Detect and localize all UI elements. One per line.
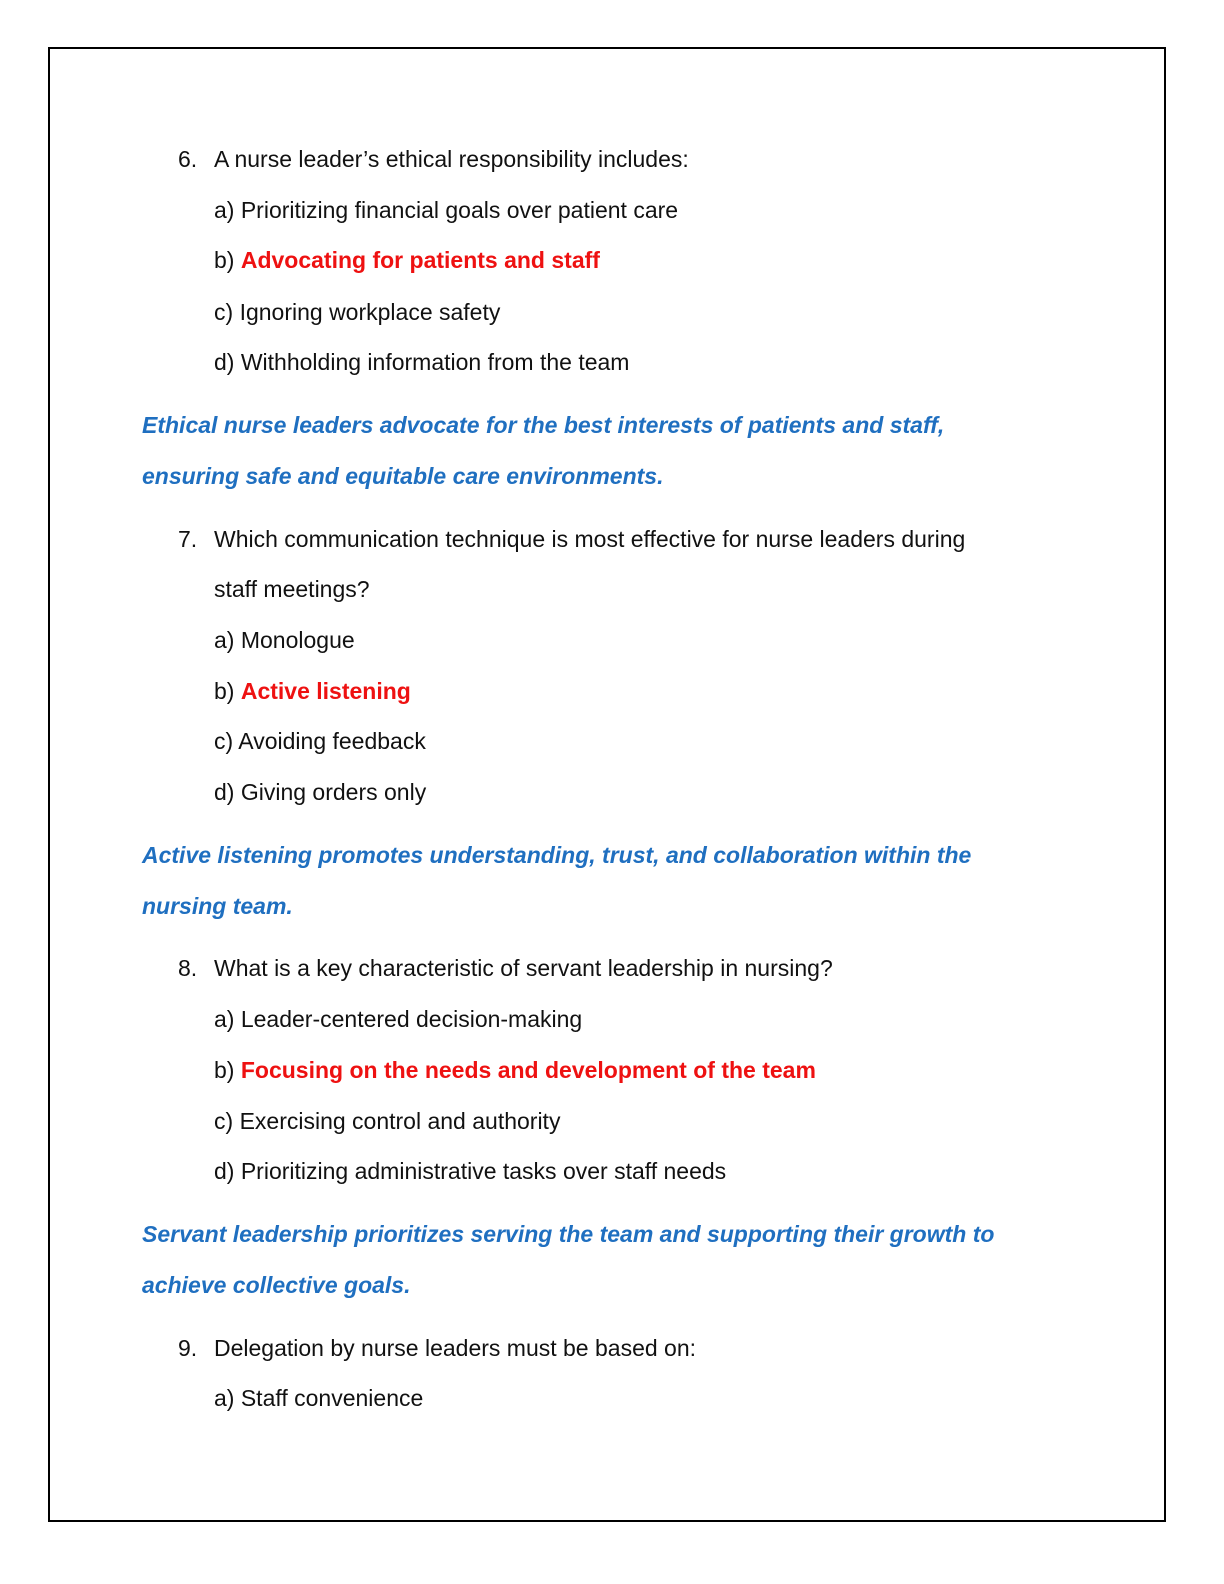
explanation: Active listening promotes understanding, trust, and collaboration within the — [142, 842, 972, 868]
option-b-correct: b) Active listening — [214, 678, 411, 704]
option-a: a) Monologue — [214, 627, 355, 653]
option-a: a) Prioritizing financial goals over patient care — [214, 197, 679, 223]
explanation: achieve collective goals. — [142, 1272, 411, 1298]
option-d: d) Giving orders only — [214, 779, 427, 805]
option-c: c) Ignoring workplace safety — [214, 299, 501, 325]
question-text: What is a key characteristic of servant leadership in nursing? — [214, 955, 833, 981]
option-b-correct: b) Advocating for patients and staff — [214, 247, 600, 273]
option-c: c) Avoiding feedback — [214, 728, 426, 754]
explanation: Servant leadership prioritizes serving the team and supporting their growth to — [142, 1221, 995, 1247]
option-d: d) Prioritizing administrative tasks over staff needs — [214, 1158, 727, 1184]
option-a: a) Staff convenience — [214, 1385, 424, 1411]
option-d: d) Withholding information from the team — [214, 349, 630, 375]
question-number: 9. — [178, 1335, 198, 1361]
option-b-correct: b) Focusing on the needs and development of the team — [214, 1057, 816, 1083]
question-text: Delegation by nurse leaders must be based on: — [214, 1335, 697, 1361]
explanation: nursing team. — [142, 893, 293, 919]
question-number: 8. — [178, 955, 198, 981]
question-text: A nurse leader’s ethical responsibility includes: — [214, 146, 689, 172]
question-number: 6. — [178, 146, 198, 172]
option-a: a) Leader-centered decision-making — [214, 1006, 583, 1032]
question-number: 7. — [178, 526, 198, 552]
question-text: Which communication technique is most effective for nurse leaders during — [214, 526, 966, 552]
explanation: Ethical nurse leaders advocate for the best interests of patients and staff, — [142, 412, 945, 438]
option-c: c) Exercising control and authority — [214, 1108, 561, 1134]
explanation: ensuring safe and equitable care environments. — [142, 463, 664, 489]
question-text: staff meetings? — [214, 576, 370, 602]
